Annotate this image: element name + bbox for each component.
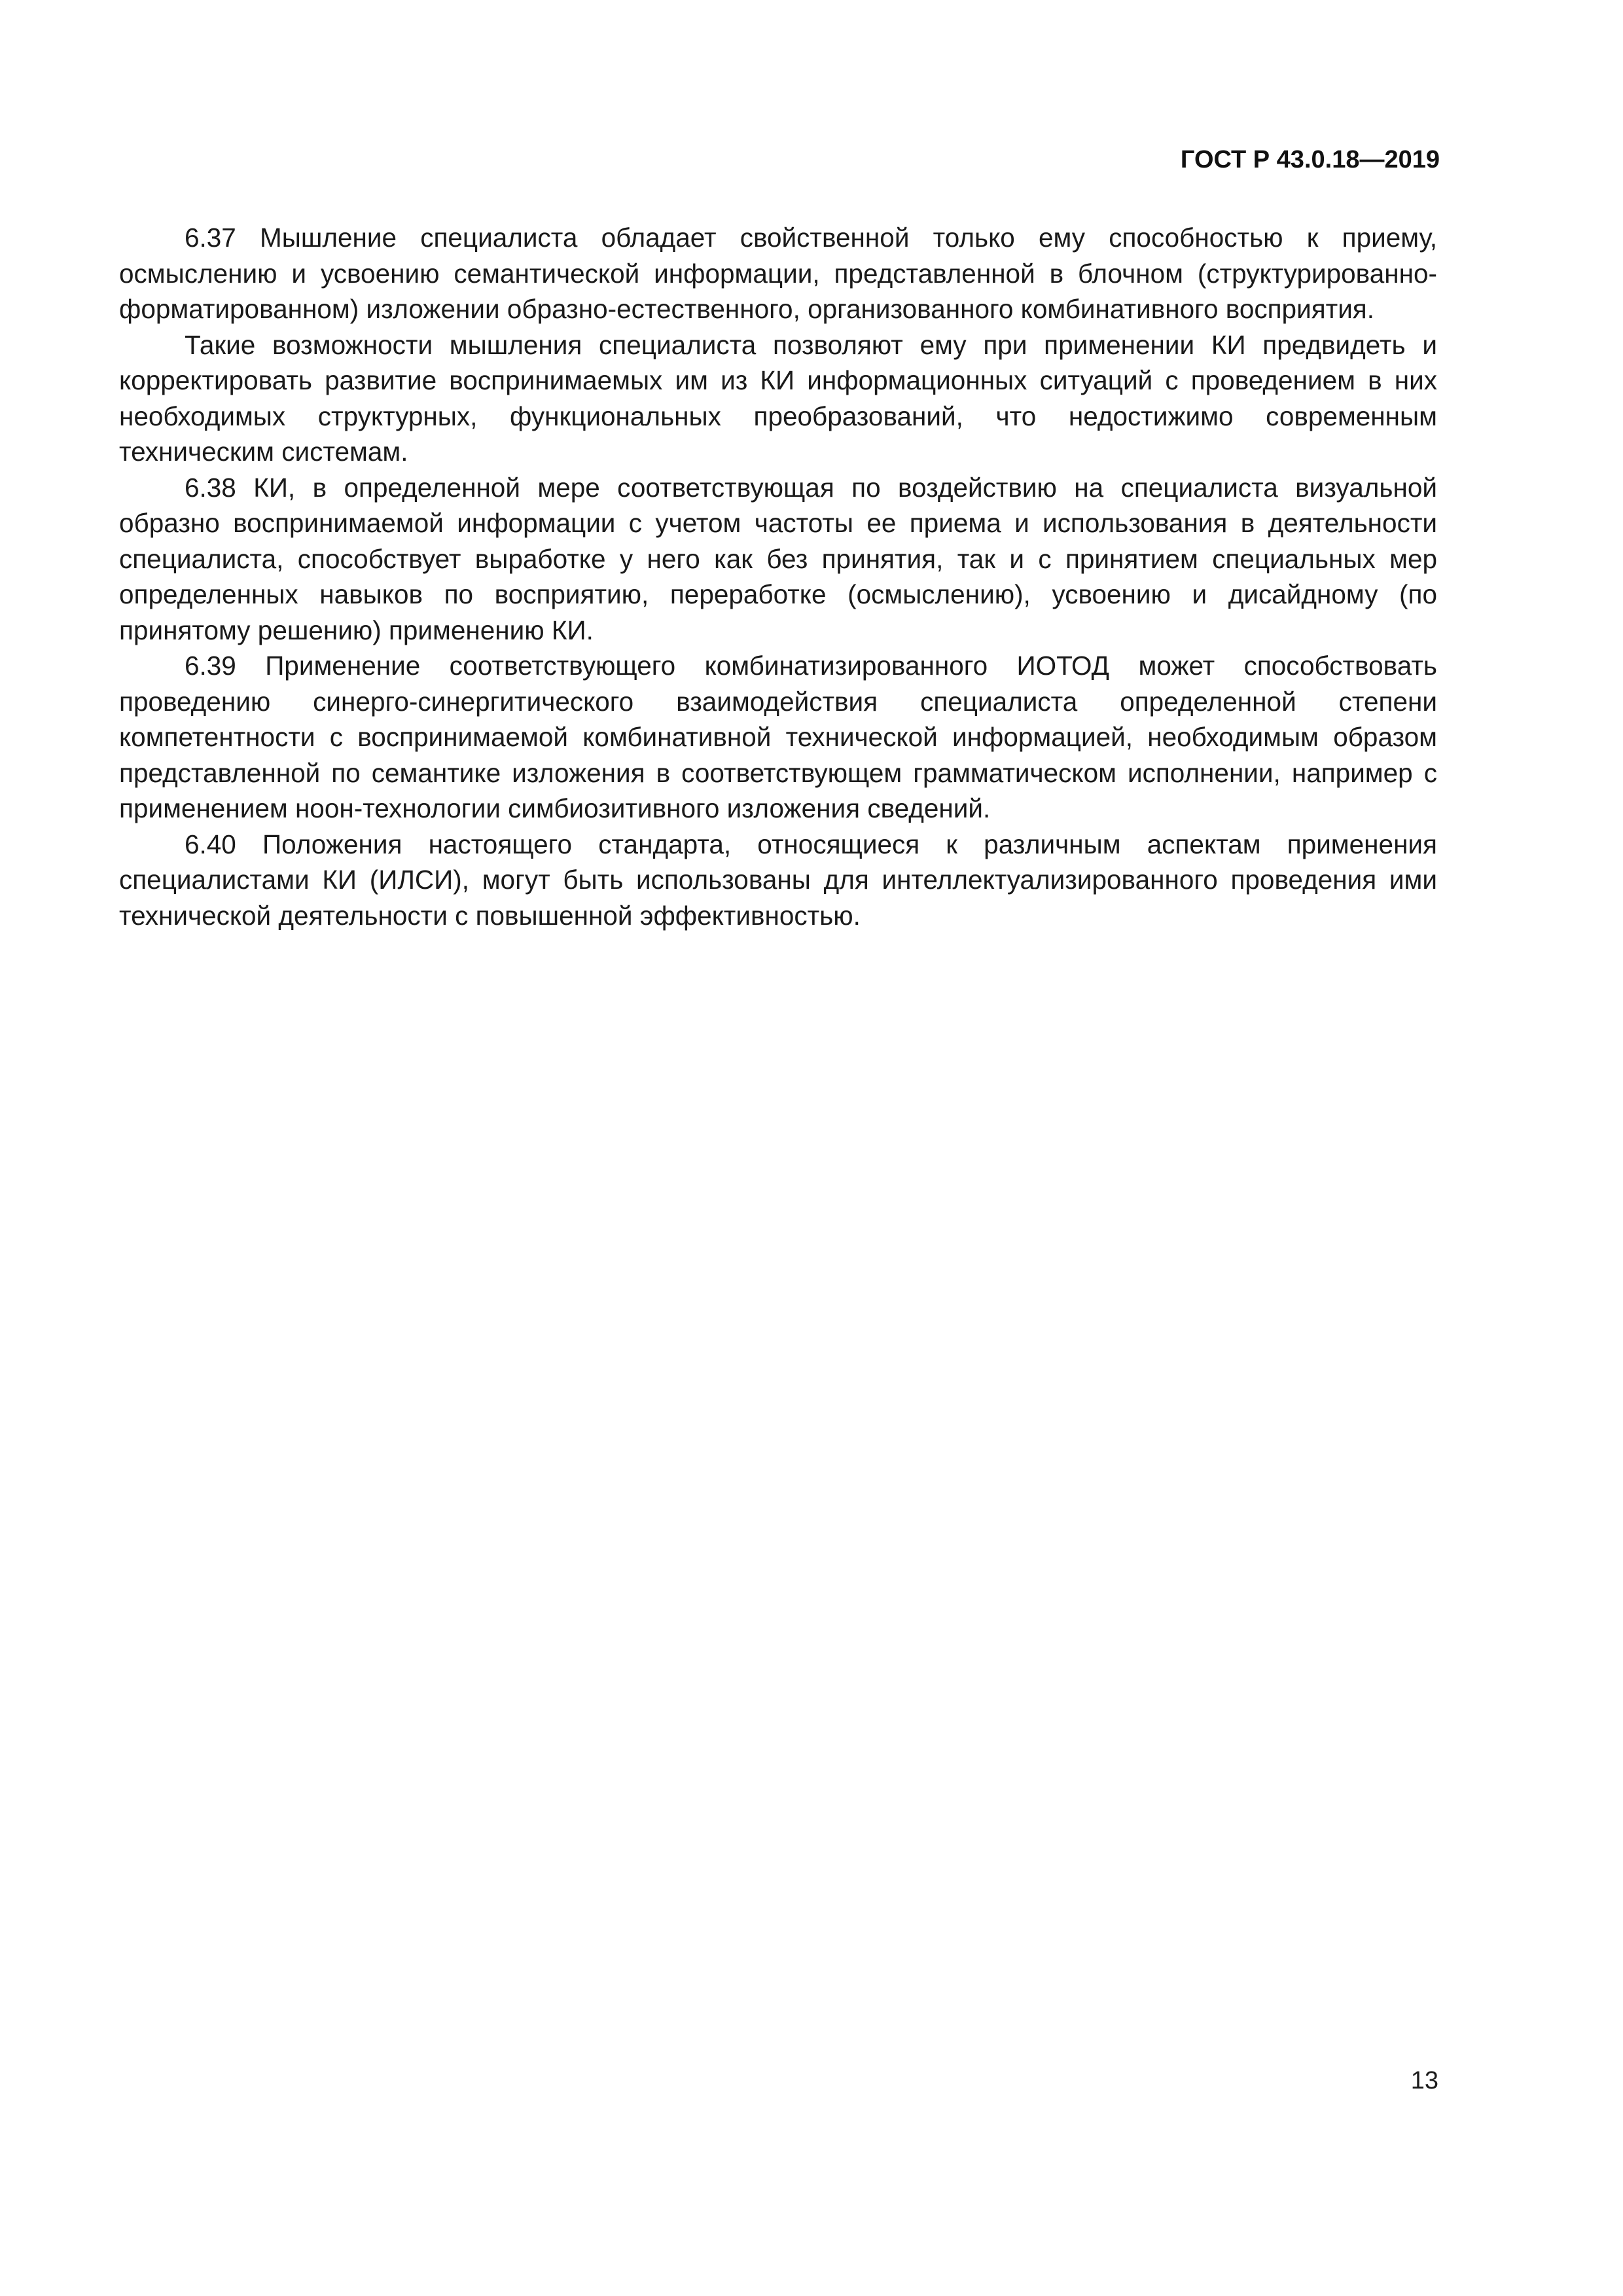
paragraph-6-37-continuation: Такие возможности мышления специалиста позволяют ему при применении КИ предвидеть и корректировать развитие воспринимаемых им из КИ информационных ситуаций с проведением в них необходимых структурных, функциональных преобразований, что недостижимо современным техническим системам.	[119, 329, 1437, 467]
document-body	[119, 220, 1437, 933]
paragraph-6-39: 6.39 Применение соответствующего комбинатизированного ИОТОД может способствовать проведению синерго-синергитического взаимодействия специалиста определенной степени компетентности с воспринимаемой комбинативной технической информацией, необходимым образом представленной по семантике изложения в соответствующем грамматическом исполнении, например с применением ноон-технологии симбиозитивного изложения сведений.	[119, 651, 1437, 823]
page-number: 13	[1410, 2067, 1438, 2094]
paragraph-6-38: 6.38 КИ, в определенной мере соответствующая по воздействию на специалиста визуальной образно воспринимаемой информации с учетом частоты ее приема и использования в деятельности специалиста, способствует выработке у него как без принятия, так и с принятием специальных мер определенных навыков по восприятию, переработке (осмыслению), усвоению и дисайдному (по принятому решению) применению КИ.	[119, 472, 1437, 645]
paragraph-6-37: 6.37 Мышление специалиста обладает свойственной только ему способностью к приему, осмыслению и усвоению семантической информации, представленной в блочном (структурированно-форматированном) изложении образно-естественного, организованного комбинативного восприятия.	[119, 223, 1437, 324]
paragraph-6-40: 6.40 Положения настоящего стандарта, относящиеся к различным аспектам применения специалистами КИ (ИЛСИ), могут быть использованы для интеллектуализированного проведения ими технической деятельности с повышенной эффективностью.	[119, 829, 1437, 931]
document-code-header: ГОСТ Р 43.0.18—2019	[1180, 146, 1440, 173]
